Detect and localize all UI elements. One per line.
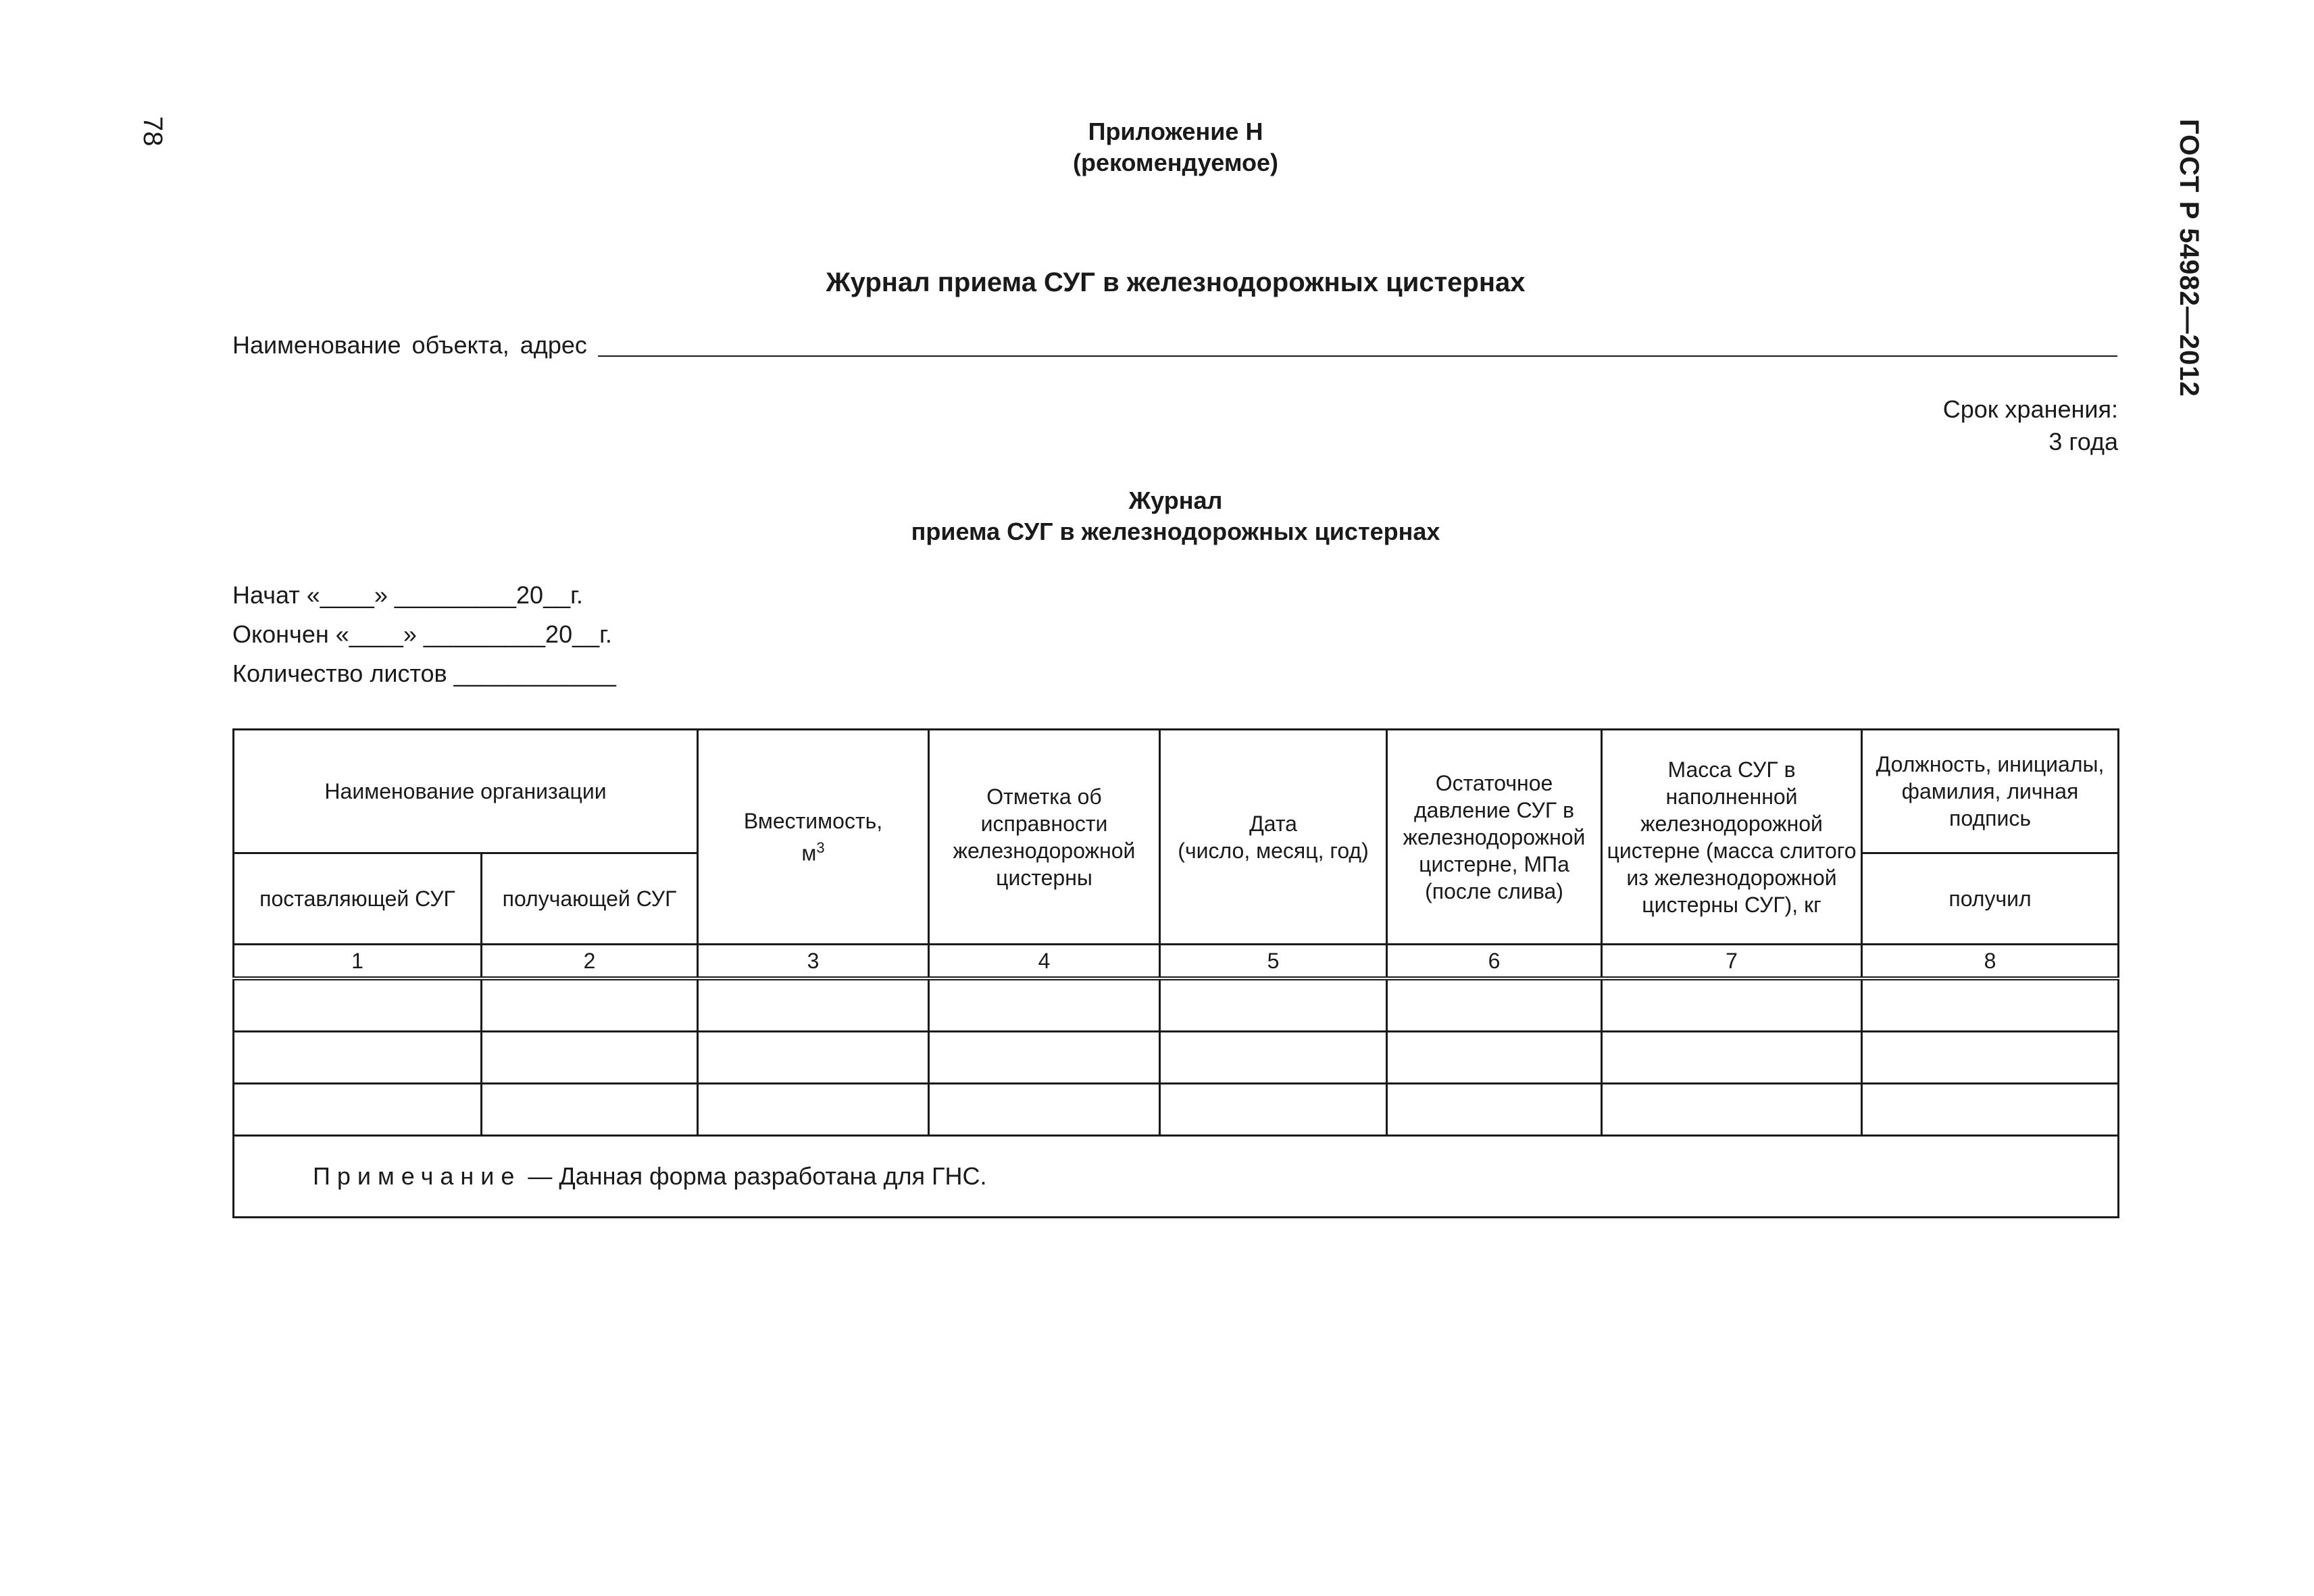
header-capacity-unit-exponent: 3 <box>816 839 825 856</box>
column-number-row <box>234 945 2119 979</box>
column-number: 7 <box>1602 945 1862 979</box>
table-row <box>234 978 2119 1032</box>
table-cell <box>234 1032 482 1084</box>
note-cell <box>234 1136 2119 1218</box>
table-cell <box>698 1032 929 1084</box>
object-name-field <box>232 331 2117 359</box>
header-date <box>1160 730 1387 945</box>
header-capacity-unit: м <box>801 841 817 866</box>
header-position: Должность, инициалы, фамилия, личная подпись <box>1862 730 2119 853</box>
column-number: 2 <box>482 945 698 979</box>
table-cell <box>1387 1084 1602 1136</box>
note-label: Примечание <box>313 1162 522 1190</box>
table-cell <box>1160 1084 1387 1136</box>
header-date-label: Дата <box>1249 811 1297 836</box>
table-cell <box>1387 978 1602 1032</box>
header-mass: Масса СУГ в наполненной железнодорожной цистерне (масса слитого из железнодорожной цистерны СУГ), кг <box>1602 730 1862 945</box>
column-number: 1 <box>234 945 482 979</box>
column-number: 6 <box>1387 945 1602 979</box>
table-cell <box>1862 978 2119 1032</box>
finished-field: Окончен «____» _________20__г. <box>232 620 612 648</box>
table-cell <box>482 1032 698 1084</box>
table-cell <box>929 978 1160 1032</box>
column-number: 5 <box>1160 945 1387 979</box>
table-cell <box>1602 1032 1862 1084</box>
header-serviceability: Отметка об исправности железнодорожной цистерны <box>929 730 1160 945</box>
table-cell <box>1862 1032 2119 1084</box>
storage-period <box>1943 393 2118 458</box>
header-organization: Наименование организации <box>234 730 698 853</box>
document-title: Журнал приема СУГ в железнодорожных цистернах <box>826 268 1526 297</box>
table-cell <box>1160 978 1387 1032</box>
table-cell <box>234 1084 482 1136</box>
table-cell <box>1160 1032 1387 1084</box>
page-number: 78 <box>138 116 168 147</box>
table-cell <box>482 1084 698 1136</box>
column-number: 8 <box>1862 945 2119 979</box>
object-name-blank <box>598 331 2117 357</box>
table-cell <box>1602 978 1862 1032</box>
storage-value: 3 года <box>2048 428 2118 455</box>
started-field: Начат «____» _________20__г. <box>232 581 583 609</box>
object-name-label: Наименование объекта, адрес <box>232 331 587 359</box>
column-number: 3 <box>698 945 929 979</box>
table-cell <box>929 1084 1160 1136</box>
sheets-count-field: Количество листов ____________ <box>232 659 616 687</box>
table-cell <box>482 978 698 1032</box>
table-cell <box>698 978 929 1032</box>
header-received: получил <box>1862 853 2119 945</box>
header-org-receiver: получающей СУГ <box>482 853 698 945</box>
table-cell <box>929 1032 1160 1084</box>
journal-meta <box>232 576 616 693</box>
journal-title <box>0 485 2314 547</box>
note-row <box>234 1136 2119 1218</box>
table-cell <box>1862 1084 2119 1136</box>
journal-title-line2: приема СУГ в железнодорожных цистернах <box>911 518 1440 545</box>
header-date-format: (число, месяц, год) <box>1178 838 1369 863</box>
gost-code: ГОСТ Р 54982—2012 <box>2174 119 2204 397</box>
note-text: — Данная форма разработана для ГНС. <box>521 1162 987 1190</box>
appendix-status: (рекомендуемое) <box>1073 149 1278 176</box>
appendix-heading <box>0 116 2314 178</box>
table-cell <box>1602 1084 1862 1136</box>
table-row <box>234 1084 2119 1136</box>
header-org-supplier: поставляющей СУГ <box>234 853 482 945</box>
appendix-label: Приложение Н <box>1088 118 1263 145</box>
table-cell <box>1387 1032 1602 1084</box>
header-capacity-label: Вместимость, <box>743 808 883 833</box>
table-cell <box>698 1084 929 1136</box>
header-residual-pressure: Остаточное давление СУГ в железнодорожной цистерне, МПа (после слива) <box>1387 730 1602 945</box>
journal-title-line1: Журнал <box>1128 487 1223 514</box>
column-number: 4 <box>929 945 1160 979</box>
header-capacity <box>698 730 929 945</box>
table-cell <box>234 978 482 1032</box>
table-row <box>234 1032 2119 1084</box>
journal-table <box>232 728 2119 1218</box>
storage-label: Срок хранения: <box>1942 395 2118 423</box>
